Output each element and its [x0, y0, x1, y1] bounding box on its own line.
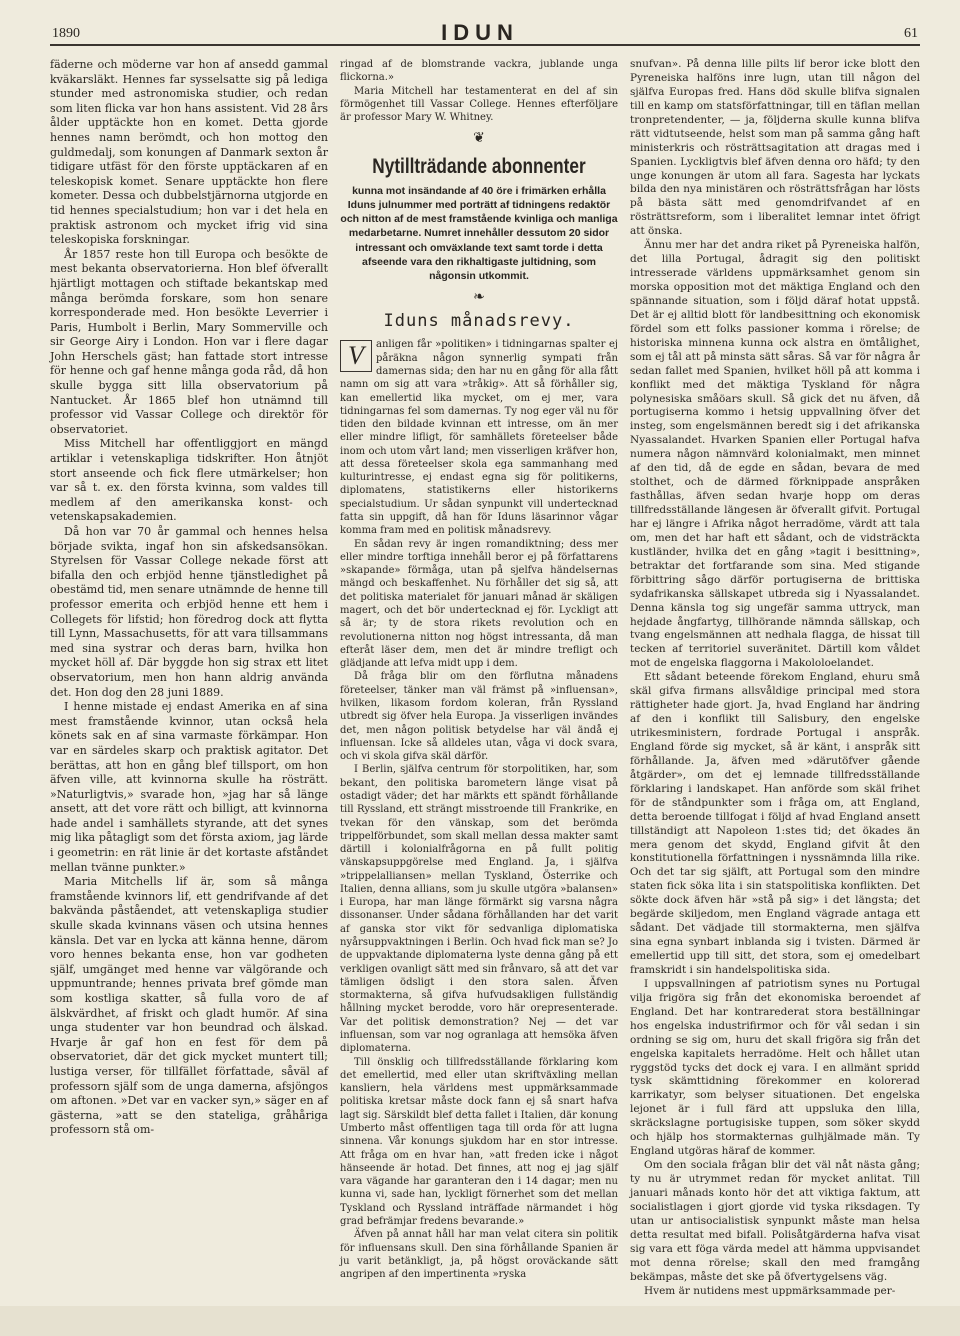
- year-label: 1890: [52, 26, 80, 41]
- article-paragraph: fäderne och möderne var hon af ansedd gammal kväkarsläkt. Hennes far sysselsatte sig på lediga stunder med astronomiska studier, och redan som liten flicka var hon hans assistent. Vid 28 års ålder upptäckte hon en komet. Detta gjorde hennes namn berömdt, och hon mottog den guldmedalj, som konungen af Danmark sexton år tidigare utfäst för den förste upptäckaren af en teleskopisk komet. Senare upptäckte hon flere kometer. Dessa och dubbelstjärnorna utgjorde en tid hennes specialstudium; hon var i det hela en praktisk astronom och mycket ifrig vid sina teleskopiska forskningar.: [50, 58, 328, 247]
- article-paragraph: ringad af de blomstrande vackra, jublande unga flickorna.»: [340, 59, 618, 84]
- article-paragraph: Då hon var 70 år gammal och hennes helsa började svikta, ingaf hon sin afskedsansökan. Styrelsen för Vassar College nekade först att bifalla den och erbjöd henne tjänstledighet på obestämd tid, men senare utnämnde de henne till professor emerita och erbjöd henne ett hem i Collegets för lifstid; hon föredrog dock att flytta till Lynn, Massachusetts, för att vara tillsammans med sina systrar och deras barn, hvilka hon mycket höll af. Där byggde hon sig strax ett litet observatorium, men hon hann aldrig använda det. Hon dog den 28 juni 1889.: [50, 525, 328, 699]
- ad-headline: Nytillträdande abonnenter: [372, 154, 586, 178]
- column-2: [340, 58, 618, 1281]
- article-paragraph: I Berlin, själfva centrum för storpolitiken, har, som bekant, den politiska barometern länge visat på ostadigt väder; det har märkts ett spändt förhållande till Ryssland, ett strängt misstroende till Frankrike, en tvekan för den vänskap, som det berömda trippelförbundet, som skall mellan dessa makter samt därtill i kolonialfrågorna en på fullt politig vänskapsuppgörelse med England. Ja, i själfva »trippelalliansen» mellan Tyskland, Österrike och Italien, denna allians, som ju skulle utgöra »balansen» i Europa, har man länge förmärkt sig varsna några dissonanser. Under sådana förhållanden har det varit af ganska stor vikt för sedvanliga diplomatiska nyårsuppvaktningen i Berlin. Och hvad fick man se? Jo de uppvaktande diplomaterna lyste denna gång på ett verkligen ovanligt sätt med sin frånvaro, så att det var tämligen ödsligt i den stora salen. Äfven stormakterna, så gifva hufvudsakligen fullständig hållning mycket berodde, voro här orepresenterade. Var det politisk demonstration? Nej — det var influensan, som var nog ogranlaga att hemsöka äfven diplomaterna.: [340, 764, 618, 1055]
- header-rule: [50, 44, 920, 46]
- article-paragraph: [340, 338, 618, 537]
- article-paragraph: Äfven på annat håll har man velat citera sin politik för influensans skull. Den sina förhållande Spanien är ju varit betänkligt, ja, på högst oroväckande sätt angripen af den impertinenta »ryska: [340, 1229, 618, 1281]
- article-paragraph: Ännu mer har det andra riket på Pyreneiska halfön, det lilla Portugal, ådragit sig den politiskt intresserade världens uppmärksamhet genom sin morska opposition mot det mäktiga England och den spännande situation, som i följd däraf hotat uppstå. Det är ej alltid blott för landbesittning och ekonomisk fördel som ett folks passioner komma i rörelse; de historiska minnena kunna ock alstra en ömtålighet, som ej tål att på minsta sätt såras. Så var för några år sedan fallet med Spanien, hvilket höll på att komma i konflikt med det mäktiga Tyskland för några polynesiska småöars skull. Så gick det nu äfven, då portugiserna kommo i hetsig uppvallning öfver det insteg, som engelsmännen beredt sig i det afrikanska Nyassalandet. Hvarken Spanien eller Portugal hafva numera någon nämnvärd kolonialmakt, men minnet af den tid, då de egde en sådan, bevara de med stolthet, och de därmed förknippade anspråken fasthållas, äfven sedan hvarje hopp om deras tillfredsställande längesen är öfverallt gifvit. Portugal har ej längre i Afrika något herradöme, värdt att tala om, men det har haft ett sådant, och de vidsträckta kustländer, hvilka det en gång »tagit i besittning», betraktar det fortfarande som sina. Med stigande förbittring sågo därför portugiserna de brittiska sydafrikanska sällskapet utbreda sig i Nyassalandet. Denna känsla tog sig ungefär samma uttryck, man hejdade ångfartyg, tillhörande nämnda sällskap, och tvang engelsmännen att nedhala flagga, de hissat till tecken af territoriel suveränitet. Därtill kom våldet mot de engelska flaggorna i Makololoelandet.: [630, 239, 920, 670]
- article-paragraph: snufvan». På denna lille pilts lif beror icke blott den Pyreneiska halföns inre lugn, utan till någon del själfva Europas fred. Hans död skulle blifva signalen till en kamp om statsförfattningar, till en täflan mellan tronpretendenter, — ja, följderna skulle kunna blifva rätt vidtutseende, helst som man på samma gång haft ministerkris och rösträttsagitation att dragas med i Spanien. Lyckligtvis blef äfven denna oro häfd; ty den unge konungen är utom all fara. Sagesta har lyckats bilda den nya ministären och rösträttsfrågan har lösts på bästa sätt med genomdrifvandet af en rösträttsreform, som i liberalitet lemnar intet öfrigt att önska.: [630, 58, 920, 238]
- page-number: 61: [904, 26, 918, 41]
- dropcap-letter: V: [340, 340, 372, 372]
- article-paragraph: Då fråga blir om den förflutna månadens företeelser, tänker man väl främst på »influensan», hvilken, likasom fordom koleran, från Ryssland utbredt sig öfver hela Europa. Ja visserligen invändes det, men någon politisk betydelse har väl ändå ej influensan. Icke så alldeles utan, våga vi dock svara, och vi skola gifva skäl därför.: [340, 671, 618, 763]
- ornament-icon: ❧: [473, 289, 485, 306]
- article-paragraph: Till önsklig och tillfredsställande förklaring kom det emellertid, med eller utan skriftväxling mellan kansliern, hela världens mest uppmärksammade politiska kretsar måste dock fann ej så snart hafva lagt sig. Särskildt blef detta fallet i Italien, där konung Umberto måst offentligen taga till orda för att lugna sinnena. Vår konungs sjukdom har en stor intresse. Att fråga om en hvar han, »att freden icke i något hänseende är hotad. Det finnes, att nog ej jag själf vara vägande har garanteran den i 14 dagar; men nu kunna vi, sade han, lyckligt förnerhet som det mellan Tyskland och Ryssland inträffade närmandet i hög grad befrämjar fredens bevarande.»: [340, 1056, 618, 1227]
- ad-text: kunna mot insändande af 40 öre i frimärken erhålla Iduns julnummer med porträtt af tidningens redaktör och nitton af de mest framstående kvinliga och manliga medarbetarne. Numret innehåller dessutom 20 sidor intressant och omväxlande text samt torde i detta afseende vara den rikhaltigaste jultidning, som någonsin utkommit.: [340, 184, 618, 282]
- article-paragraph: År 1857 reste hon till Europa och besökte de mest bekanta observatorierna. Hon blef öfverallt hjärtligt mottagen och stiftade bekantskap med många berömda forskare, som hon senare korresponderade med. Hon besökte Leverrier i Paris, Humbolt i Berlin, Mary Sommerville och sir George Airy i London. Hon var i flere dagar John Herschels gäst; han fattade stort intresse för henne och gaf henne många goda råd, då hon skulle bygga sitt lilla observatorium på Nantucket. År 1865 blef hon utnämnd till professor vid Vassar College och direktör för observatoriet.: [50, 247, 328, 436]
- article-paragraph: En sådan revy är ingen romandiktning; dess mer eller mindre torftiga innehåll beror ej på författarens »skapande» förmåga, utan på sjelfva händelsernas mängd och beskaffenhet. Nu förhåller det sig så, att det politiska materialet för januari månad är skäligen magert, och det bör undertecknad ej för. Lyckligt att så är; ty de stora rikets revolution och en revolutionerna nitton nog högst intressanta, då man efteråt läser dem, men det är mindre trefligt och glädjande att lefva midt upp i dem.: [340, 538, 618, 670]
- article-paragraph: I uppsvallningen af patriotism synes nu Portugal vilja frigöra sig från det ekonomiska beroendet af England. Det har kontrarederat stora beställningar hos engelska industrifirmor och för vål sedan i sin ordning se sig om, huru det skall frigöra sig från det engelska kapitalets herradöme. Helt och hållet utan ryggstöd tycks det dock ej vara. I en allmänt spridd tysk skämttidning förekommer en kolorerad karrikatyr, som belyser situationen. Det engelska lejonet är i full färd att uppsluka den lilla, skräckslagne portugisiske tuppen, som söker skydd och hjälp hos stormakternas gulhjälmade män. Ty England utgöras häraf de kommer.: [630, 977, 920, 1158]
- article-paragraph: Hvem är nutidens mest uppmärksammade per-: [644, 1284, 896, 1297]
- article-paragraph: Ett sådant beteende förekom England, ehuru små skäl gifva firmans allsvåldige principal med stora rättigheter hade gjort. Ja, hvad England har ändring af den i konflikt till Salisbury, den engelske utrikesministern, fordrade Portugal i anspråk. England förde sig mycket, så är känt, i anspråk sitt förhållande. Ja, äfven med »därutöfver gående åtgärder», om det ej lemnade tillfredsställande förklaring i landskapet. Han anförde som skäl frihet för de ståndpunkter som i fråga om, att England, detta beroende tillfogat i följd af hvad England ansett tillständigt att Napoleon 1:stes tid; det ökades än mera genom det skydd, England gifvit åt den konstitutionella författningen i nyssnämnda lilla rike. Och det tar sig själft, att Portugal som den mindre staten fick söka lita i sin statspolitiska konflikten. Det sökte dock äfven här »stå på sig» i det längsta; det begärde skiljedom, men England vägrade antaga ett sådant. Det vädjade till stormakterna, men själfva sina egna synbart inblanda sig i tvisten. Därmed är emellertid upp till sitt, det stora, som ej omedelbart framskridt i sin handelspolitiska sida.: [630, 671, 920, 976]
- article-paragraph: Maria Mitchell har testamenterat en del af sin förmögenhet till Vassar College. Hennes efterföljare är professor Mary W. Whitney.: [340, 85, 618, 124]
- column-1: [50, 58, 328, 1138]
- article-paragraph-text: anligen får »politiken» i tidningarnas spalter ej påräkna någon synnerlig sympati från damernas sida; den har nu en gång för alla fått namn om sig att vara »tråkig». Att så förhåller sig, kan emellertid lika mycket, om ej mer, vara tidningarnas fel som damernas. Ty nog eger väl nu för tiden den bildade kvinnan ett intresse, om än mer eller mindre lifligt, för samhällets företeelser både inom och utom vårt land; men visserligen kräfver hon, att dessa företeelser skola ega sammanhang med kulturintresse, ej endast egna sig för politikerns, diplomatens, statistikerns eller historikerns specialstudium. Ur sådan synpunkt vill undertecknad fatta sin uppgift, då han för Iduns läsarinnor vågar komma fram med en politisk månadsrevy.: [340, 339, 618, 537]
- column-3: [630, 58, 920, 1298]
- masthead-title: IDUN: [441, 20, 519, 45]
- article-paragraph: Om den sociala frågan blir det väl nåt nästa gång; ty nu är utrymmet redan för mycket anlitat. Till januari månads konto hör det att viktiga faktum, att socialistlagen i gjort gjorde vid tyska riksdagen. Ty utan ur antisocialistisk synpunkt måste man helsa detta resultat med bifall. Polisåtgärderna hafva visat sig vara ett föga värda medel att hämma uppvisandet mot denna rörelse; skall den med framgång bekämpas, måste det ske på öfvertygelsens väg.: [630, 1159, 920, 1283]
- article-paragraph: Miss Mitchell har offentliggjort en mängd artiklar i vetenskapliga tidskrifter. Hon åtnjöt stort anseende och fick flere utmärkelser; hon var så t. ex. den första kvinna, som valdes till medlem af den amerikanska konst- och vetenskapsakademien.: [50, 437, 328, 524]
- page-bottom-margin: [0, 1306, 960, 1336]
- section-title: Iduns månadsrevy.: [383, 311, 575, 332]
- ornament-icon: ❦: [473, 130, 485, 147]
- article-paragraph: Maria Mitchells lif är, som så många framstående kvinnors lif, ett gendrifvande af det bakvända påståendet, att vetenskapliga studier skulle skada kvinnans väsen och utsina hennes känsla. Det var en lycka att känna henne, därom voro hennes bekanta ense, hon var godheten själf, umgänget med henne var välgörande och uppmuntrande; hennes privata bref gömde man som kostliga skatter, så fulla voro de af älskvärdhet, af friskt och gladt humör. Af sina unga studenter var hon beundrad och älskad. Hvarje år gaf hon en fest för dem på observatoriet, där det gick mycket muntert till; lustiga verser, för tillfället författade, såväl af professorn själf som de unga damerna, afsjöngos om aftonen. »Det var en vacker syn,» säger en af gästerna, »att se den stateliga, gråhåriga professorn stå om-: [50, 875, 328, 1137]
- article-paragraph: I henne mistade ej endast Amerika en af sina mest framstående kvinnor, utan också hela könets sak en af sina varmaste förkämpar. Hon var en särdeles skarp och praktisk agitator. Det berättas, att hon en gång blef tillsport, om hon äfven ville, att kvinnorna skulle ha rösträtt. »Naturligtvis,» svarade hon, »jag har så länge ansett, att det vore rätt och billigt, att kvinnorna hade andel i samhällets styrande, att det synes mig lika påtagligt som det första axiom, jag lärde i geometrin: en rät linie är det kortaste afståndet mellan tvänne punkter.»: [50, 700, 328, 874]
